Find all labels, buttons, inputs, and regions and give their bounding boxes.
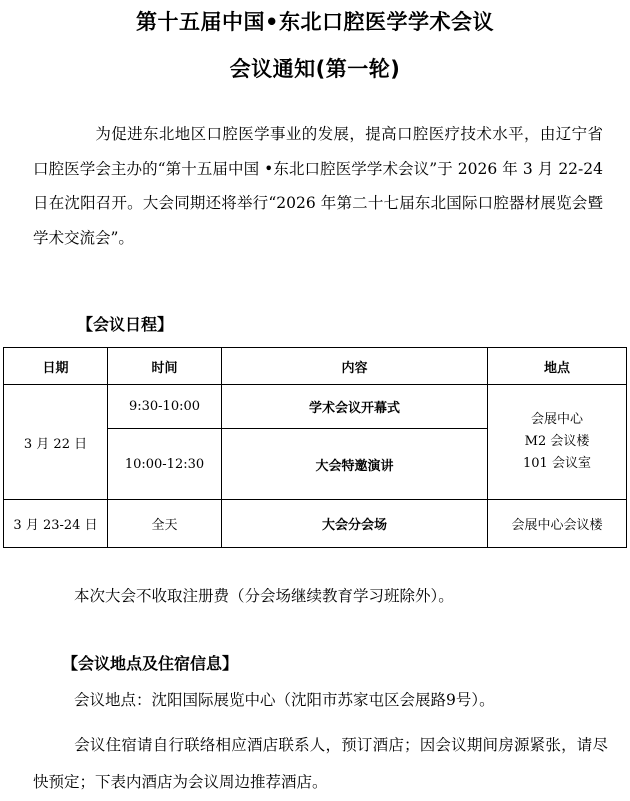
- header-location: 地点: [488, 348, 627, 385]
- header-time: 时间: [108, 348, 222, 385]
- session-time: 10:00-12:30: [108, 429, 222, 500]
- table-header-row: [4, 348, 627, 385]
- session-content: 学术会议开幕式: [222, 385, 488, 429]
- intro-text: 为促进东北地区口腔医学事业的发展，提高口腔医疗技术水平，由辽宁省口腔医学会主办的“第十五届中国 •东北口腔医学学术会议”于 2026 年 3 月 22-24 日在沈阳召开。大会同期还将举行“2026 年第二十七届东北国际口腔器材展览会暨学术交流会”。: [33, 125, 603, 247]
- schedule-heading: 【会议日程】: [77, 315, 174, 334]
- venue-heading: 【会议地点及住宿信息】: [62, 654, 239, 673]
- table-row: [4, 385, 627, 429]
- day1-date: 3 月 22 日: [4, 385, 108, 500]
- location-line: 会展中心: [530, 412, 583, 427]
- document-subtitle: 会议通知(第一轮): [229, 57, 401, 81]
- lodging-note: [33, 727, 608, 801]
- location-line: M2 会议楼: [524, 434, 590, 449]
- schedule-table: [3, 347, 627, 548]
- day2-time: 全天: [108, 500, 222, 548]
- venue-address: 会议地点：沈阳国际展览中心（沈阳市苏家屯区会展路9号）。: [74, 691, 495, 709]
- session-content: 大会特邀演讲: [222, 429, 488, 500]
- fee-note: 本次大会不收取注册费（分会场继续教育学习班除外）。: [74, 587, 454, 605]
- lodging-text: 会议住宿请自行联络相应酒店联系人，预订酒店；因会议期间房源紧张，请尽快预定；下表内酒店为会议周边推荐酒店。: [33, 736, 608, 791]
- day1-location: [488, 385, 627, 500]
- header-content: 内容: [222, 348, 488, 385]
- table-row: [4, 500, 627, 548]
- day2-location: 会展中心会议楼: [488, 500, 627, 548]
- intro-paragraph: [33, 117, 603, 255]
- location-line: 101 会议室: [523, 456, 591, 471]
- document-title: 第十五届中国•东北口腔医学学术会议: [136, 10, 494, 34]
- day2-content: 大会分会场: [222, 500, 488, 548]
- session-time: 9:30-10:00: [108, 385, 222, 429]
- header-date: 日期: [4, 348, 108, 385]
- day2-date: 3 月 23-24 日: [4, 500, 108, 548]
